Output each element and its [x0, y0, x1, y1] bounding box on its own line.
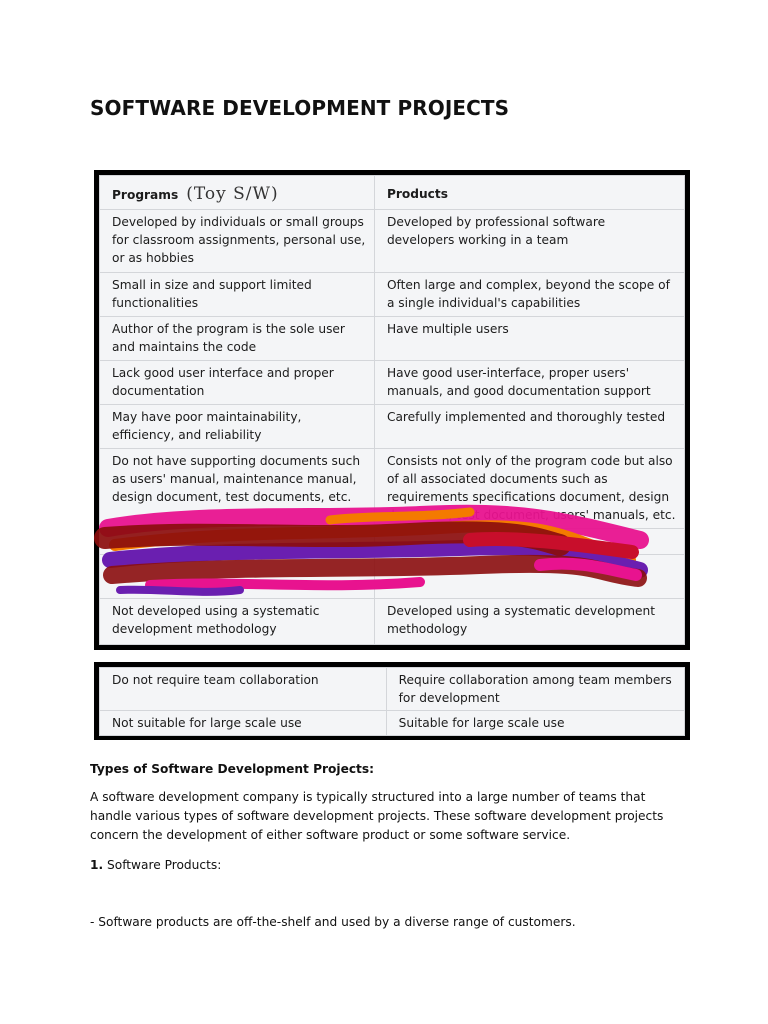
header-programs: Programs (Toy S/W) — [100, 176, 375, 210]
table-cell: Often large and complex, beyond the scope of a single individual's capabilities — [374, 273, 684, 317]
comparison-table — [99, 175, 685, 645]
list-label: Software Products: — [107, 858, 222, 872]
table-cell: Suitable for large scale use — [386, 711, 684, 736]
table-cell: Require collaboration among team members for development — [386, 668, 684, 711]
table-row — [100, 361, 685, 405]
comparison-table-continued — [99, 667, 685, 736]
table-cell: Carefully implemented and thoroughly tested — [374, 405, 684, 449]
table-row — [100, 405, 685, 449]
table-cell: Not suitable for large scale use — [100, 711, 387, 736]
comparison-table-image — [94, 170, 690, 650]
table-row — [100, 210, 685, 273]
types-heading: Types of Software Development Projects: — [90, 762, 375, 776]
table-header-row — [100, 176, 685, 210]
table-cell: Have good user-interface, proper users' manuals, and good documentation support — [374, 361, 684, 405]
table-row — [100, 668, 685, 711]
list-number: 1. — [90, 858, 104, 872]
comparison-table-continued-image — [94, 662, 690, 740]
table-cell — [374, 529, 684, 555]
bullet-text: - Software products are off-the-shelf and used by a diverse range of customers. — [90, 915, 576, 929]
table-row — [100, 449, 685, 529]
table-row-redacted — [100, 555, 685, 599]
table-cell: Consists not only of the program code but also of all associated documents such as requirements specifications document, design document, test document, users' manuals, etc. — [374, 449, 684, 529]
table-cell: Have multiple users — [374, 317, 684, 361]
table-cell: Author of the program is the sole user and maintains the code — [100, 317, 375, 361]
table-row — [100, 599, 685, 645]
table-cell: Developed using a systematic development methodology — [374, 599, 684, 645]
table-cell — [100, 555, 375, 599]
table-cell: May have poor maintainability, efficiency, and reliability — [100, 405, 375, 449]
intro-paragraph: A software development company is typically structured into a large number of teams that handle various types of software development projects. These software development projects concern the development of either software product or some software service. — [90, 790, 664, 842]
header-products: Products — [374, 176, 684, 210]
page-title: SOFTWARE DEVELOPMENT PROJECTS — [90, 96, 510, 120]
table-row — [100, 711, 685, 736]
list-item-1 — [90, 856, 690, 875]
table-row-redacted — [100, 529, 685, 555]
table-cell: Developed by individuals or small groups for classroom assignments, personal use, or as hobbies — [100, 210, 375, 273]
table-cell — [374, 555, 684, 599]
table-row — [100, 273, 685, 317]
handwritten-annotation: (Toy S/W) — [186, 184, 279, 204]
table-cell: Not developed using a systematic development methodology — [100, 599, 375, 645]
table-cell: Small in size and support limited functionalities — [100, 273, 375, 317]
table-cell: Do not require team collaboration — [100, 668, 387, 711]
table-cell: Lack good user interface and proper documentation — [100, 361, 375, 405]
table-cell: Do not have supporting documents such as users' manual, maintenance manual, design document, test documents, etc. — [100, 449, 375, 529]
table-cell — [100, 529, 375, 555]
table-cell: Developed by professional software developers working in a team — [374, 210, 684, 273]
table-row — [100, 317, 685, 361]
